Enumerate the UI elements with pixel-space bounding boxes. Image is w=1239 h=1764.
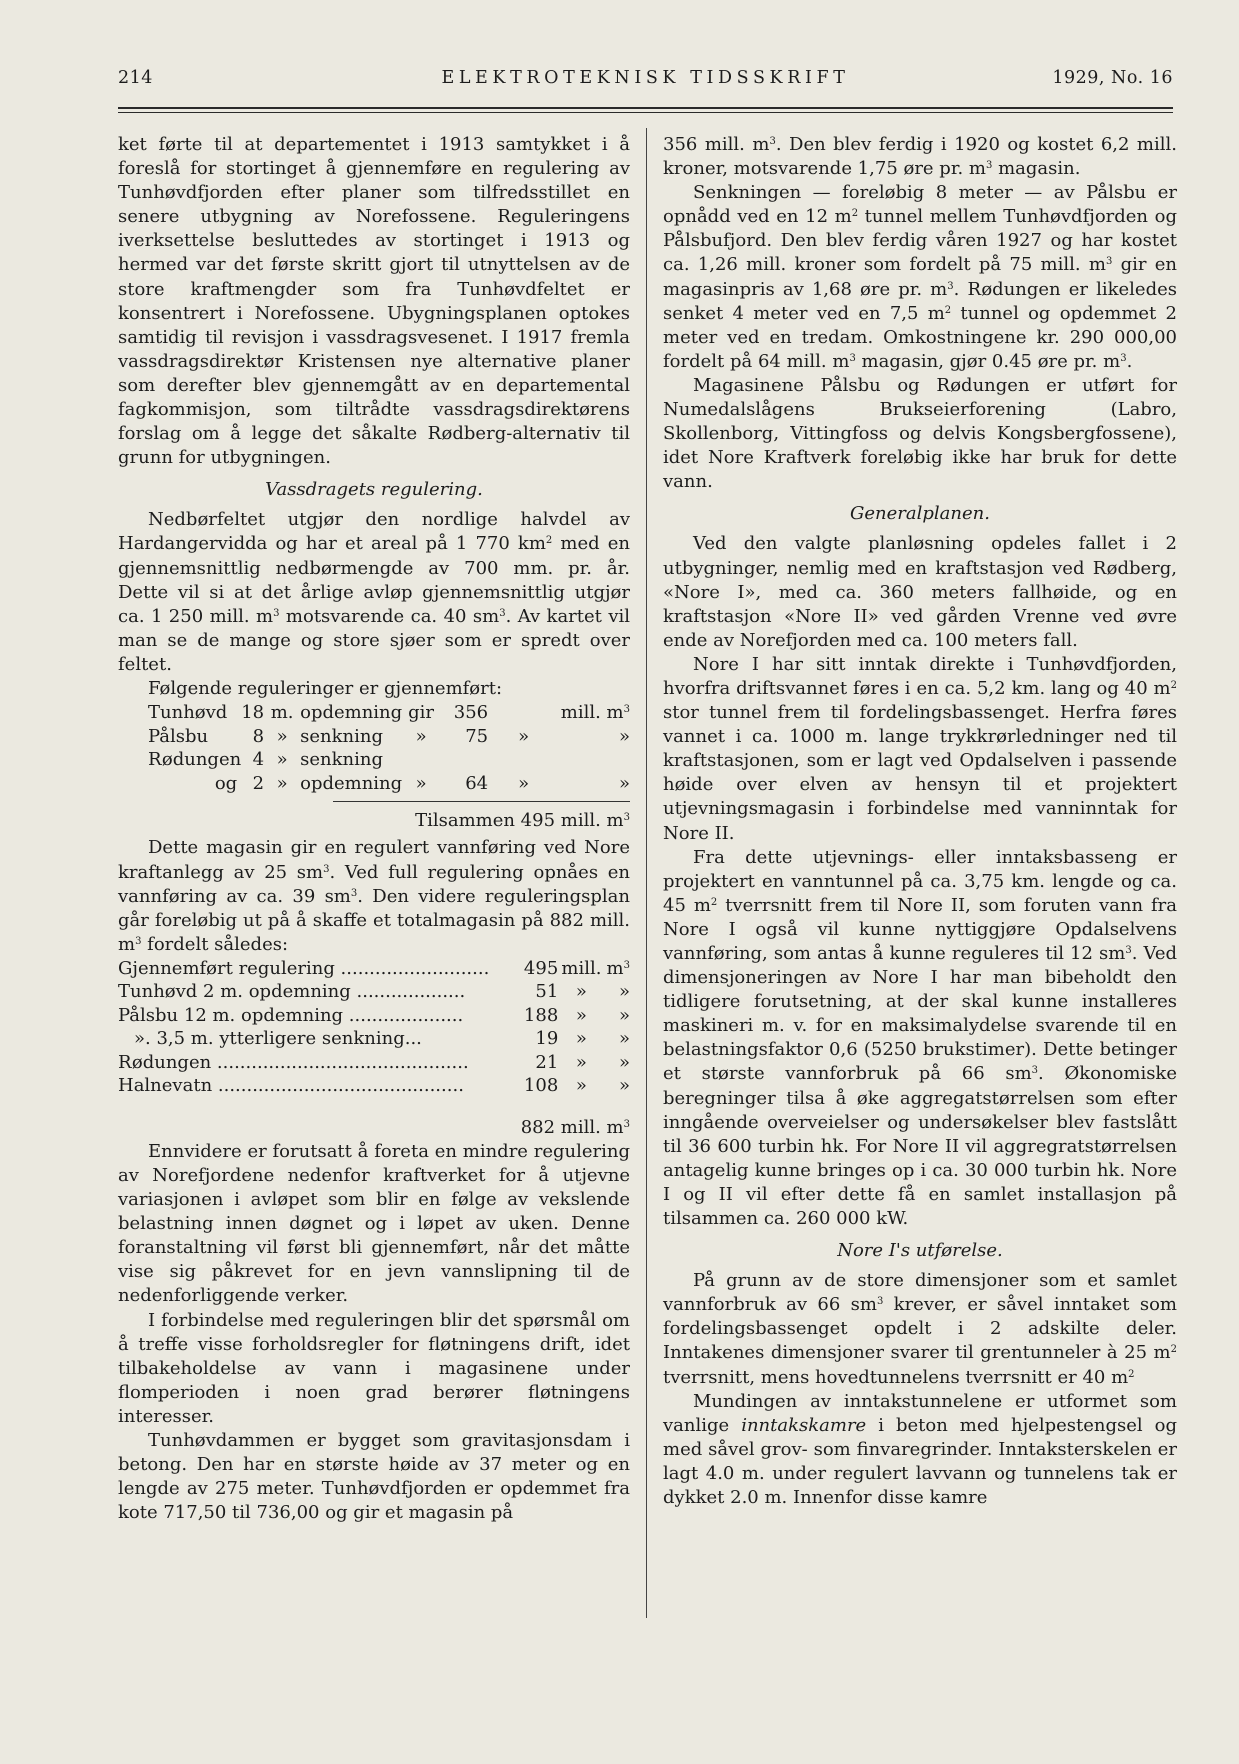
table-row: Pålsbu 8 » senkning » 75 » » xyxy=(148,725,630,747)
paragraph: Senkningen — foreløbig 8 meter — av Pålsbu er opnådd ved en 12 $m^2$ tunnel mellem Tunhøvdfjorden og Pålsbufjord. Den blev ferdig våren 1927 og har kostet ca. 1,26 mill. kroner som fordelt på 75 mill. $m^3$ gir en magasinpris av 1,68 øre pr. $m^3$. Rødungen er likeledes senket 4 meter ved en 7,5 $m^2$ tunnel og opdemmet 2 meter ved en tredam. Omkostningene kr. 290 000,00 fordelt på 64 mill. $m^3$ magasin, gjør 0.45 øre pr. $m^3$. xyxy=(663,182,1177,372)
paragraph: Nore I har sitt inntak direkte i Tunhøvdfjorden, hvorfra driftsvannet føres i en ca. 5,2 km. lang og 40 $m^2$ stor tunnel frem til fordelingsbassenget. Herfra føres vannet i ca. 1000 m. lange trykkrørledninger ned til kraftstasjonen, som er lagt ved Opdalselven i passende høide over elven av hensyn til et projektert utjevningsmagasin i forbindelse med vanninntak for Nore II. xyxy=(663,653,1177,844)
section-heading-nore-utforelse: Nore I's utførelse. xyxy=(837,1240,1003,1262)
table-row: Rødungen 4 » senkning xyxy=(148,749,383,771)
issue-label: 1929, No. 16 xyxy=(1052,68,1173,88)
paragraph: Mundingen av inntakstunnelene er utformet som vanlige inntakskamre i beton med hjelpestengsel og med såvel grov- som finvaregrinder. Inntaksterskelen er lagt 4.0 m. under regulert lavvann og tunnelens tak er dykket 2.0 m. Innenfor disse kamre xyxy=(663,1390,1178,1508)
column-divider xyxy=(646,128,647,1618)
table-row: Rødungen ............................................ 21 » » xyxy=(118,1051,630,1073)
journal-title: ELEKTROTEKNISK TIDSSKRIFT xyxy=(441,68,850,88)
header-rule-thin xyxy=(118,112,1173,113)
paragraph: Dette magasin gir en regulert vannføring ved Nore kraftanlegg av 25 $sm^3$. Ved full regulering opnåes en vannføring av ca. 39 $sm^3$. Den videre reguleringsplan går foreløbig ut på å skaffe et totalmagasin på 882 mill. $m^3$ fordelt således: xyxy=(118,837,630,955)
paragraph: Tunhøvdammen er bygget som gravitasjonsdam i betong. Den har en største høide av 37 meter og en lengde av 275 meter. Tunhøvdfjorden er opdemmet fra kote 717,50 til 736,00 og gir et magasin på xyxy=(118,1430,630,1524)
paragraph: Magasinene Pålsbu og Rødungen er utført for Numedalslågens Brukseierforening (Labro, Skollenborg, Vittingfoss og delvis Kongsbergfossene), idet Nore Kraftverk foreløbig ikke har bruk for dette vann. xyxy=(663,374,1177,493)
table-row: Gjennemført regulering .......................... 495 mill. $m^3$ xyxy=(118,957,630,979)
total-rule xyxy=(333,801,630,802)
magasin-table xyxy=(118,957,630,1098)
table-row: Pålsbu 12 m. opdemning .................... 188 » » xyxy=(118,1004,630,1026)
paragraph: På grunn av de store dimensjoner som et samlet vannforbruk av 66 $sm^3$ krever, er såvel inntaket som fordelingsbassenget opdelt i 2 adskilte deler. Inntakenes dimensjoner svarer til grentunneler à 25 $m^2$ tverrsnitt, mens hovedtunnelens tverrsnitt er 40 $m^2$ xyxy=(663,1270,1178,1388)
paragraph: Følgende reguleringer er gjennemført: xyxy=(148,677,503,699)
section-heading-vassdrag: Vassdragets regulering. xyxy=(265,479,483,501)
paragraph: ket førte til at departementet i 1913 samtykket i å foreslå for stortinget å gjennemføre en regulering av Tunhøvdfjorden efter planer som tilfredsstillet en senere utbygning av Norefossene. Reguleringens iverksettelse besluttedes av stortinget i 1913 og hermed var det første skritt gjort til utnyttelsen av de store kraftmengder som fra Tunhøvdfeltet er konsentrert i Norefossene. Ubygningsplanen optokes samtidig til revisjon i vassdragsvesenet. I 1917 fremla vassdragsdirektør Kristensen nye alternative planer som derefter blev gjennemgått av en departemental fagkommisjon, som tiltrådte vassdragsdirektørens forslag om å legge det såkalte Rødberg-alternativ til grunn for utbygningen. xyxy=(118,134,630,469)
paragraph: Ved den valgte planløsning opdeles fallet i 2 utbygninger, nemlig med en kraftstasjon ved Rødberg, «Nore I», med ca. 360 meters fallhøide, og en kraftstasjon «Nore II» ved gården Vrenne ved øvre ende av Norefjorden med ca. 100 meters fall. xyxy=(663,533,1177,651)
running-header xyxy=(118,68,1173,94)
paragraph: Nedbørfeltet utgjør den nordlige halvdel av Hardangervidda og har et areal på 1 770 $km^2$ med en gjennemsnittlig nedbørmengde av 700 mm. pr. år. Dette vil si at det årlige avløp gjennemsnittlig utgjør ca. 1 250 mill. $m^3$ motsvarende ca. 40 $sm^3$. Av kartet vil man se de mange og store sjøer som er spredt over feltet. xyxy=(118,509,631,675)
page-number: 214 xyxy=(118,68,153,88)
regulation-table xyxy=(118,701,630,795)
left-column xyxy=(118,133,630,1525)
table-row: Halnevatn ........................................... 108 » » xyxy=(118,1075,630,1097)
paragraph: 356 mill. $m^3$. Den blev ferdig i 1920 og kostet 6,2 mill. kroner, motsvarende 1,75 øre pr. $m^3$ magasin. xyxy=(663,134,1177,180)
right-column xyxy=(663,133,1177,1510)
table-row: og 2 » opdemning » 64 » » xyxy=(214,772,630,794)
magasin-total: 882 mill. $m^3$ xyxy=(520,1116,630,1138)
table-row: ». 3,5 m. ytterligere senkning... 19 » » xyxy=(134,1028,630,1050)
regulation-total: Tilsammen 495 mill. $m^3$ xyxy=(415,810,630,832)
table-row: Tunhøvd 18 m. opdemning gir 356 mill. $m^3$ xyxy=(148,702,630,724)
table-row: Tunhøvd 2 m. opdemning ................... 51 » » xyxy=(118,981,630,1003)
header-rule-thick xyxy=(118,107,1173,109)
paragraph: Fra dette utjevnings- eller inntaksbasseng er projektert en vanntunnel på ca. 3,75 km. lengde og ca. 45 $m^2$ tverrsnitt frem til Nore II, som foruten vann fra Nore I også vil kunne nyttiggjøre Opdalselvens vannføring, som antas å kunne reguleres til 12 $sm^3$. Ved dimensjoneringen av Nore I har man bibeholdt den tidligere forutsetning, at der skal kunne installeres maskineri m. v. for en maksimalydelse svarende til en belastningsfaktor 0,6 (5250 brukstimer). Dette betinger et største vannforbruk på 66 $sm^3$. Økonomiske beregninger tilsa å øke aggregatstørrelsen som efter inngående overveielser og undersøkelser blev fastslått til 36 600 turbin hk. For Nore II vil aggregratstørrelsen antagelig kunne bringes op i ca. 30 000 turbin hk. Nore I og II vil efter dette få en samlet installasjon på tilsammen ca. 260 000 kW. xyxy=(663,846,1177,1230)
paragraph: I forbindelse med reguleringen blir det spørsmål om å treffe visse forholdsregler for fløtningens drift, idet tilbakeholdelse av vann i magasinene under flomperioden i noen grad berører fløtningens interesser. xyxy=(118,1309,630,1427)
paragraph: Ennvidere er forutsatt å foreta en mindre regulering av Norefjordene nedenfor kraftverket for å utjevne variasjonen i avløpet som blir en følge av vekslende belastning innen døgnet og i løpet av uken. Denne foranstaltning vil først bli gjennemført, når det måtte vise sig påkrevet for en jevn vannslipning til de nedenforliggende verker. xyxy=(118,1140,630,1307)
section-heading-generalplanen: Generalplanen. xyxy=(850,503,990,525)
